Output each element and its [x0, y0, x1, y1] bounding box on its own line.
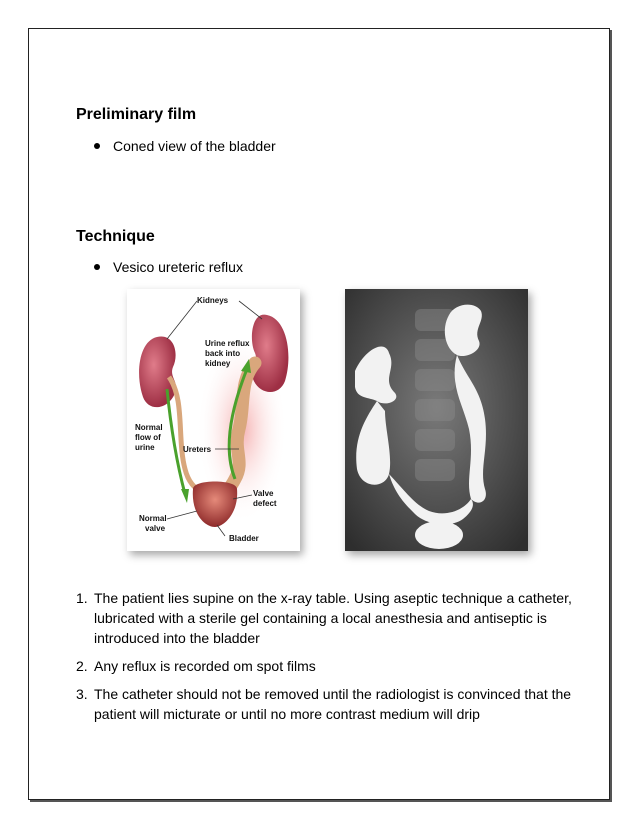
label-urine-reflux-2: back into: [205, 349, 241, 358]
preliminary-bullet-text: Coned view of the bladder: [113, 138, 276, 154]
step-number: 1.: [76, 590, 88, 606]
step-item: [72, 684, 572, 724]
right-kidney: [252, 315, 289, 392]
urinary-reflux-diagram: [127, 289, 300, 551]
bladder-leader: [217, 525, 225, 536]
label-urine-reflux-1: Urine reflux: [205, 339, 250, 348]
normal-flow-arrowhead: [181, 489, 189, 503]
step-text: The catheter should not be removed until the radiologist is convinced that the patient will micturate or until no more contrast medium will drip: [94, 686, 572, 722]
xray-svg: [345, 289, 528, 551]
step-text: Any reflux is recorded om spot films: [94, 658, 316, 674]
step-item: [72, 656, 572, 676]
step-number: 2.: [76, 658, 88, 674]
kidneys-leader-right: [239, 301, 262, 319]
urinary-diagram-svg: [127, 289, 300, 551]
technique-bullet-text: Vesico ureteric reflux: [113, 259, 243, 275]
preliminary-film-heading: Preliminary film: [76, 106, 197, 123]
technique-bullet: [94, 259, 243, 275]
label-valve-defect-2: defect: [253, 499, 277, 508]
label-valve-defect-1: Valve: [253, 489, 274, 498]
xray-cystogram-image: [345, 289, 528, 551]
step-number: 3.: [76, 686, 88, 702]
step-text: The patient lies supine on the x-ray table. Using aseptic technique a catheter, lubricated with a sterile gel containing a local anesthesia and antiseptic is introduced into the bladder: [94, 590, 572, 646]
label-normal-valve-1: Normal: [139, 514, 167, 523]
bullet-icon: [94, 264, 100, 270]
label-normal-flow-3: urine: [135, 443, 155, 452]
label-normal-flow-1: Normal: [135, 423, 163, 432]
label-normal-flow-2: flow of: [135, 433, 161, 442]
procedure-steps: [72, 588, 572, 732]
technique-heading: Technique: [76, 228, 155, 245]
label-kidneys: Kidneys: [197, 296, 229, 305]
label-normal-valve-2: valve: [145, 524, 166, 533]
bullet-icon: [94, 143, 100, 149]
left-kidney: [139, 337, 176, 408]
normal-valve-leader: [167, 511, 197, 519]
step-item: [72, 588, 572, 648]
label-bladder: Bladder: [229, 534, 259, 543]
kidneys-leader-left: [167, 301, 197, 339]
label-urine-reflux-3: kidney: [205, 359, 231, 368]
label-ureters: Ureters: [183, 445, 212, 454]
preliminary-bullet: [94, 138, 276, 154]
